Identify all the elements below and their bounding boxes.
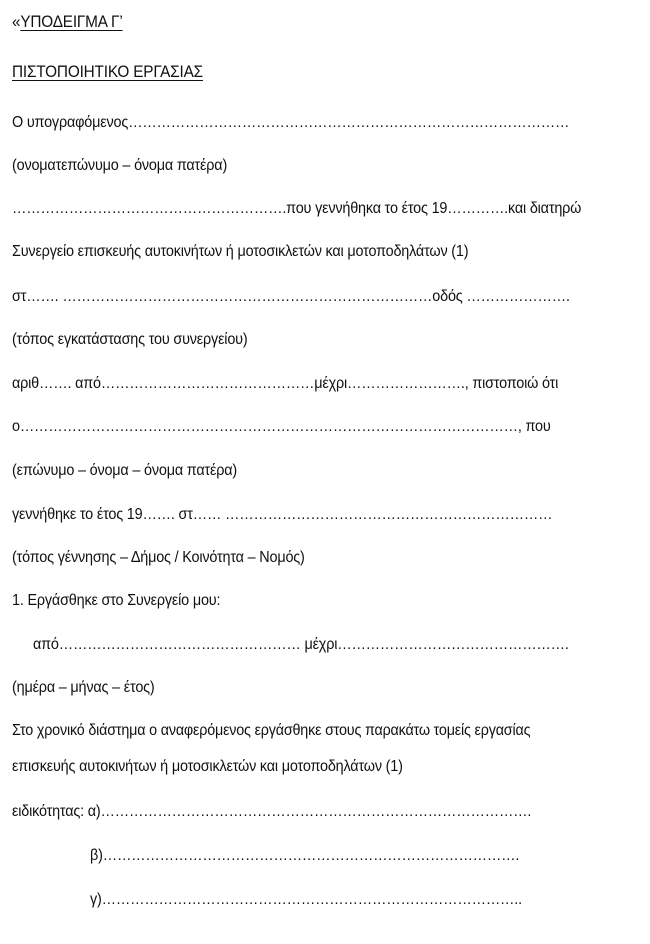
heading-model-label: ΥΠΟΔΕΙΓΜΑ Γ’	[20, 13, 123, 31]
specialty-a-line: ειδικότητας: α)……………………………………………………………………………….	[12, 803, 532, 820]
heading-quote: «	[12, 13, 21, 31]
signer-name-caption: (ονοματεπώνυμο – όνομα πατέρα)	[12, 157, 228, 174]
specialty-c-line: γ)……………………………………………………………………………..	[90, 891, 522, 908]
workshop-location-caption: (τόπος εγκατάστασης του συνεργείου)	[12, 331, 248, 348]
birth-year-line: ………………………………………………….που γεννήθηκα το έτος 19………….και διατηρώ	[12, 200, 582, 217]
period-caption: (ημέρα – μήνας – έτος)	[12, 679, 155, 696]
worker-name-line: ο……………………………………………………………………………………………, που	[12, 418, 551, 435]
workshop-type-line: Συνεργείο επισκευής αυτοκινήτων ή μοτοσικλετών και μοτοποδηλάτων (1)	[12, 243, 469, 260]
worker-birth-line: γεννήθηκε το έτος 19……. στ…… ……………………………………………………………	[12, 506, 553, 523]
period-line: από…………………………………………… μέχρι………………………………………….	[33, 636, 569, 653]
sectors-paragraph-line-1: Στο χρονικό διάστημα ο αναφερόμενος εργάσθηκε στους παρακάτω τομείς εργασίας	[12, 722, 531, 739]
specialty-b-line: β)…………………………………………………………………………….	[90, 847, 520, 864]
sectors-paragraph-line-2: επισκευής αυτοκινήτων ή μοτοσικλετών και μοτοποδηλάτων (1)	[12, 758, 403, 775]
address-number-line: αριθ……. από………………………………………μέχρι……………………., πιστοποιώ ότι	[12, 375, 559, 392]
form-model-heading	[12, 12, 123, 32]
birthplace-caption: (τόπος γέννησης – Δήμος / Κοινότητα – Νομός)	[12, 549, 305, 566]
signer-line: Ο υπογραφόμενος…………………………………………………………………………………	[12, 114, 570, 131]
document-title: ΠΙΣΤΟΠΟΙΗΤΙΚΟ ΕΡΓΑΣΙΑΣ	[12, 63, 203, 81]
worker-name-caption: (επώνυμο – όνομα – όνομα πατέρα)	[12, 462, 238, 479]
workshop-location-line: στ……. ……………………………………………………………………οδός ………………….	[12, 288, 570, 305]
worked-at-heading: 1. Εργάσθηκε στο Συνεργείο μου:	[12, 592, 221, 609]
